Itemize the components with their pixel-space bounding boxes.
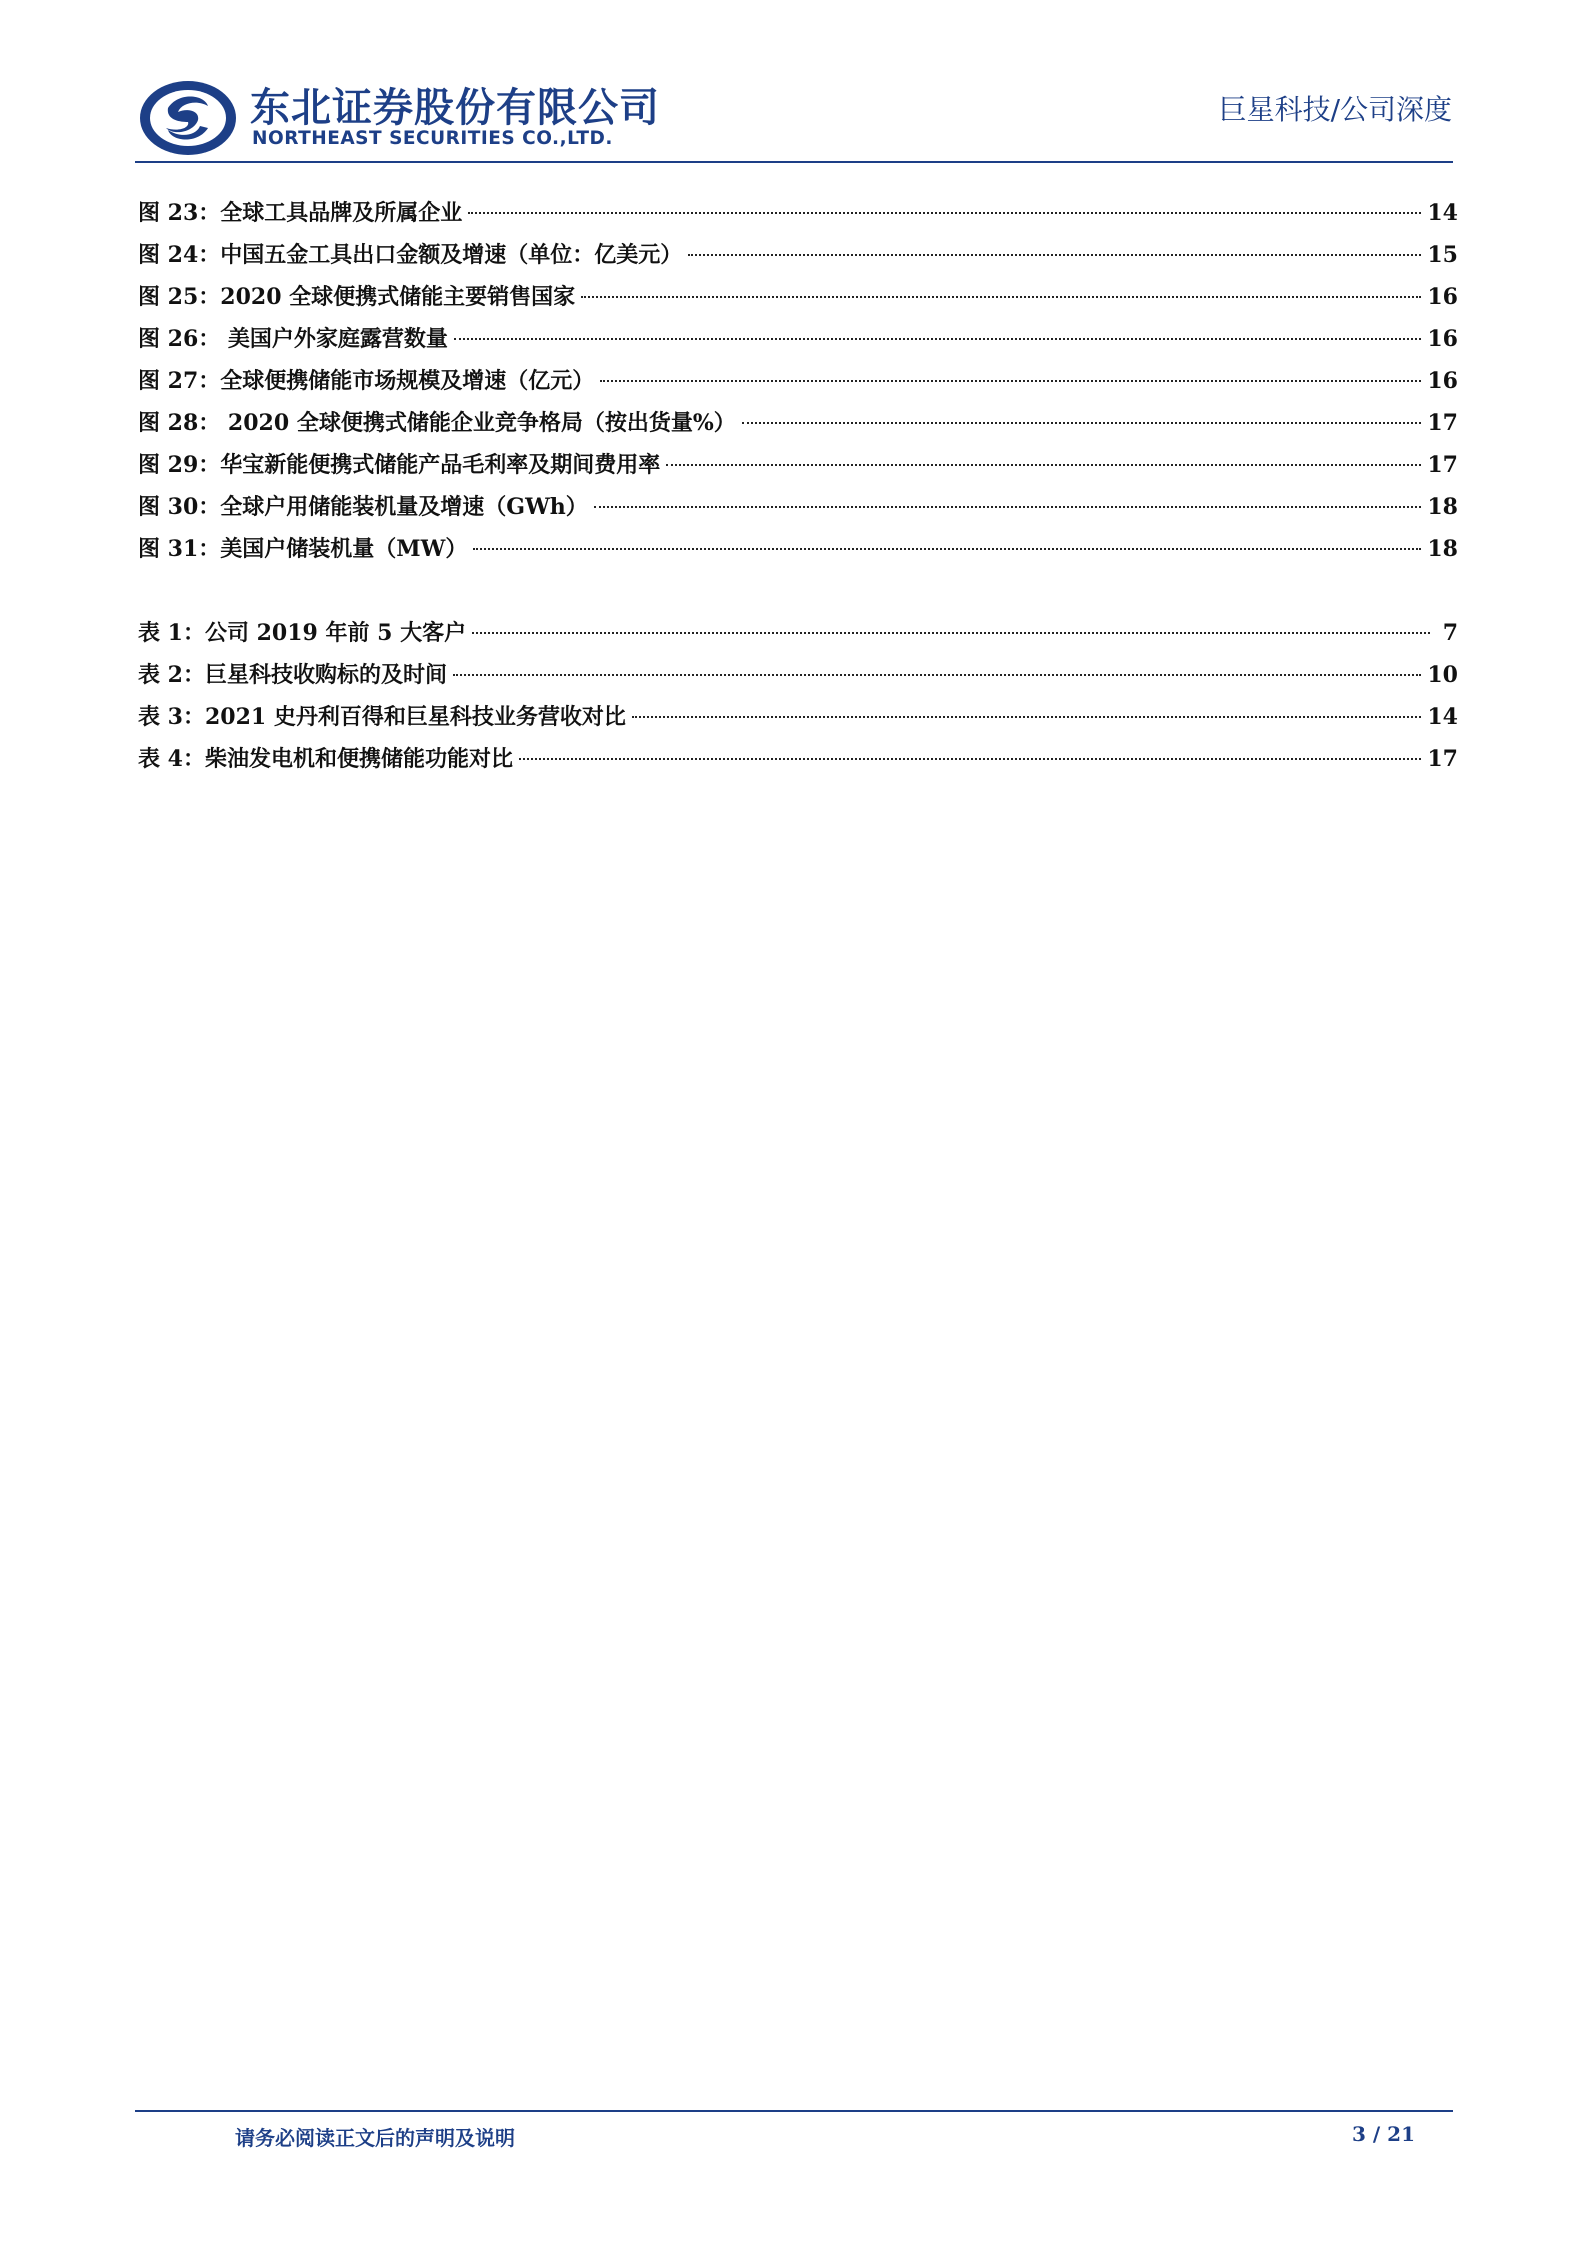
toc-entry-label: 表 4：柴油发电机和便携储能功能对比 xyxy=(138,746,513,772)
dot-leader xyxy=(468,212,1421,214)
dot-leader xyxy=(742,422,1422,424)
toc-entry-page: 16 xyxy=(1427,284,1458,310)
toc-entry-page: 14 xyxy=(1427,704,1458,730)
toc-entry-label: 图 29：华宝新能便携式储能产品毛利率及期间费用率 xyxy=(138,452,661,478)
toc-entry-page: 17 xyxy=(1427,452,1458,478)
toc-entry[interactable] xyxy=(138,696,1458,738)
report-tag: 巨星科技/公司深度 xyxy=(1218,93,1452,126)
toc-entry-page: 7 xyxy=(1442,620,1458,646)
toc-entry-label: 图 26： 美国户外家庭露营数量 xyxy=(138,326,448,352)
toc-entry[interactable] xyxy=(138,402,1458,444)
toc-entry[interactable] xyxy=(138,486,1458,528)
dot-leader xyxy=(454,338,1421,340)
toc-entry-page: 10 xyxy=(1427,662,1458,688)
toc-entry-page: 16 xyxy=(1427,368,1458,394)
northeast-securities-logo-icon xyxy=(138,78,238,158)
toc-entry[interactable] xyxy=(138,738,1458,780)
figure-list xyxy=(138,192,1458,570)
dot-leader xyxy=(666,464,1421,466)
footer-divider xyxy=(135,2110,1453,2112)
toc-entry-page: 17 xyxy=(1427,410,1458,436)
toc-entry-label: 图 25：2020 全球便携式储能主要销售国家 xyxy=(138,284,576,310)
toc-entry-label: 图 23：全球工具品牌及所属企业 xyxy=(138,200,463,226)
toc-entry[interactable] xyxy=(138,192,1458,234)
dot-leader xyxy=(519,758,1421,760)
toc-entry[interactable] xyxy=(138,654,1458,696)
table-list xyxy=(138,612,1458,780)
toc-entry[interactable] xyxy=(138,528,1458,570)
dot-leader xyxy=(453,674,1421,676)
toc-entry[interactable] xyxy=(138,360,1458,402)
dot-leader xyxy=(594,506,1422,508)
toc-entry-label: 表 1：公司 2019 年前 5 大客户 xyxy=(138,620,467,646)
page-header xyxy=(0,0,1587,170)
footer-disclaimer: 请务必阅读正文后的声明及说明 xyxy=(235,2126,515,2150)
dot-leader xyxy=(581,296,1421,298)
toc-entry-label: 图 28： 2020 全球便携式储能企业竞争格局（按出货量%） xyxy=(138,410,736,436)
dot-leader xyxy=(473,548,1421,550)
toc-entry-label: 图 24：中国五金工具出口金额及增速（单位：亿美元） xyxy=(138,242,683,268)
toc-entry-label: 表 3：2021 史丹利百得和巨星科技业务营收对比 xyxy=(138,704,626,730)
toc-entry-label: 表 2：巨星科技收购标的及时间 xyxy=(138,662,447,688)
toc-entry-page: 18 xyxy=(1427,536,1458,562)
dot-leader xyxy=(472,632,1430,634)
toc-entry-label: 图 31：美国户储装机量（MW） xyxy=(138,536,468,562)
dot-leader xyxy=(632,716,1422,718)
toc-entry[interactable] xyxy=(138,444,1458,486)
dot-leader xyxy=(688,254,1421,256)
toc-entry-page: 17 xyxy=(1427,746,1458,772)
toc-entry-page: 14 xyxy=(1427,200,1458,226)
toc-entry-page: 15 xyxy=(1427,242,1458,268)
toc-entry[interactable] xyxy=(138,276,1458,318)
toc-entry[interactable] xyxy=(138,234,1458,276)
toc-entry-label: 图 30：全球户用储能装机量及增速（GWh） xyxy=(138,494,588,520)
toc-entry-page: 16 xyxy=(1427,326,1458,352)
toc-entry[interactable] xyxy=(138,318,1458,360)
toc-entry[interactable] xyxy=(138,612,1458,654)
dot-leader xyxy=(600,380,1421,382)
toc-entry-label: 图 27：全球便携储能市场规模及增速（亿元） xyxy=(138,368,595,394)
company-name-cn: 东北证券股份有限公司 xyxy=(250,85,660,131)
toc-entry-page: 18 xyxy=(1427,494,1458,520)
company-name-en: NORTHEAST SECURITIES CO.,LTD. xyxy=(252,128,613,149)
header-divider xyxy=(135,161,1453,163)
page-number: 3 / 21 xyxy=(1352,2122,1415,2146)
